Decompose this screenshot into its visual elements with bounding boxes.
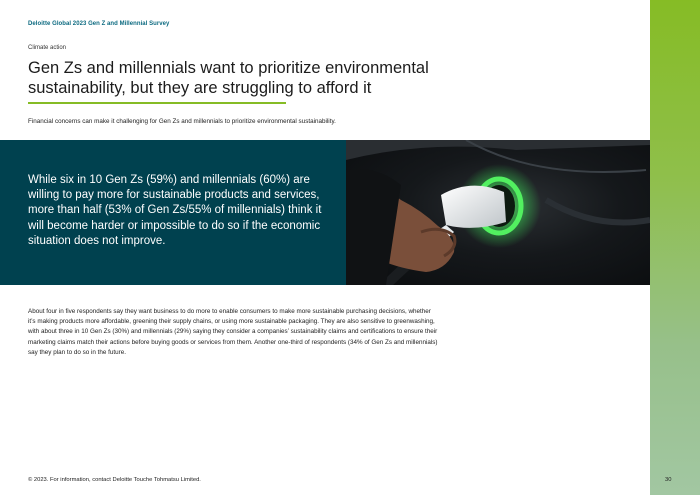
page-title: Gen Zs and millennials want to prioritize environmental sustainability, but they are struggling to afford it [28,59,429,97]
page-number: 30 [665,477,672,483]
ev-charging-photo [346,140,650,285]
highlight-quote: While six in 10 Gen Zs (59%) and millennials (60%) are willing to pay more for sustainable products and services, more than half (53% of Gen Zs/55% of millennials) think it will become harder or impossible to do so if the economic situation does not improve. [28,174,322,247]
ev-charger-illustration [346,140,650,285]
body-paragraph: About four in five respondents say they want business to do more to enable consumers to make more sustainable purchasing decisions, whether it’s making products more affordable, greening their supply chains, or using more sustainable packaging. They are also sensitive to greenwashing, with about three in 10 Gen Zs (30%) and millennials (29%) saying they consider a companies’ sustainability claims and certifications to ensure their marketing claims match their actions before buying goods or services from them. Another one-third of respondents (34% of Gen Zs and millennials) say they plan to do so in the future. [28,308,438,356]
title-underline [28,102,286,104]
footer-copyright: © 2023. For information, contact Deloitte Touche Tohmatsu Limited. [28,477,201,483]
decorative-side-bar [650,0,700,495]
intro-text: Financial concerns can make it challenging for Gen Zs and millennials to prioritize environmental sustainability. [28,118,336,125]
report-title: Deloitte Global 2023 Gen Z and Millennial Survey [28,21,170,27]
section-label: Climate action [28,45,67,51]
